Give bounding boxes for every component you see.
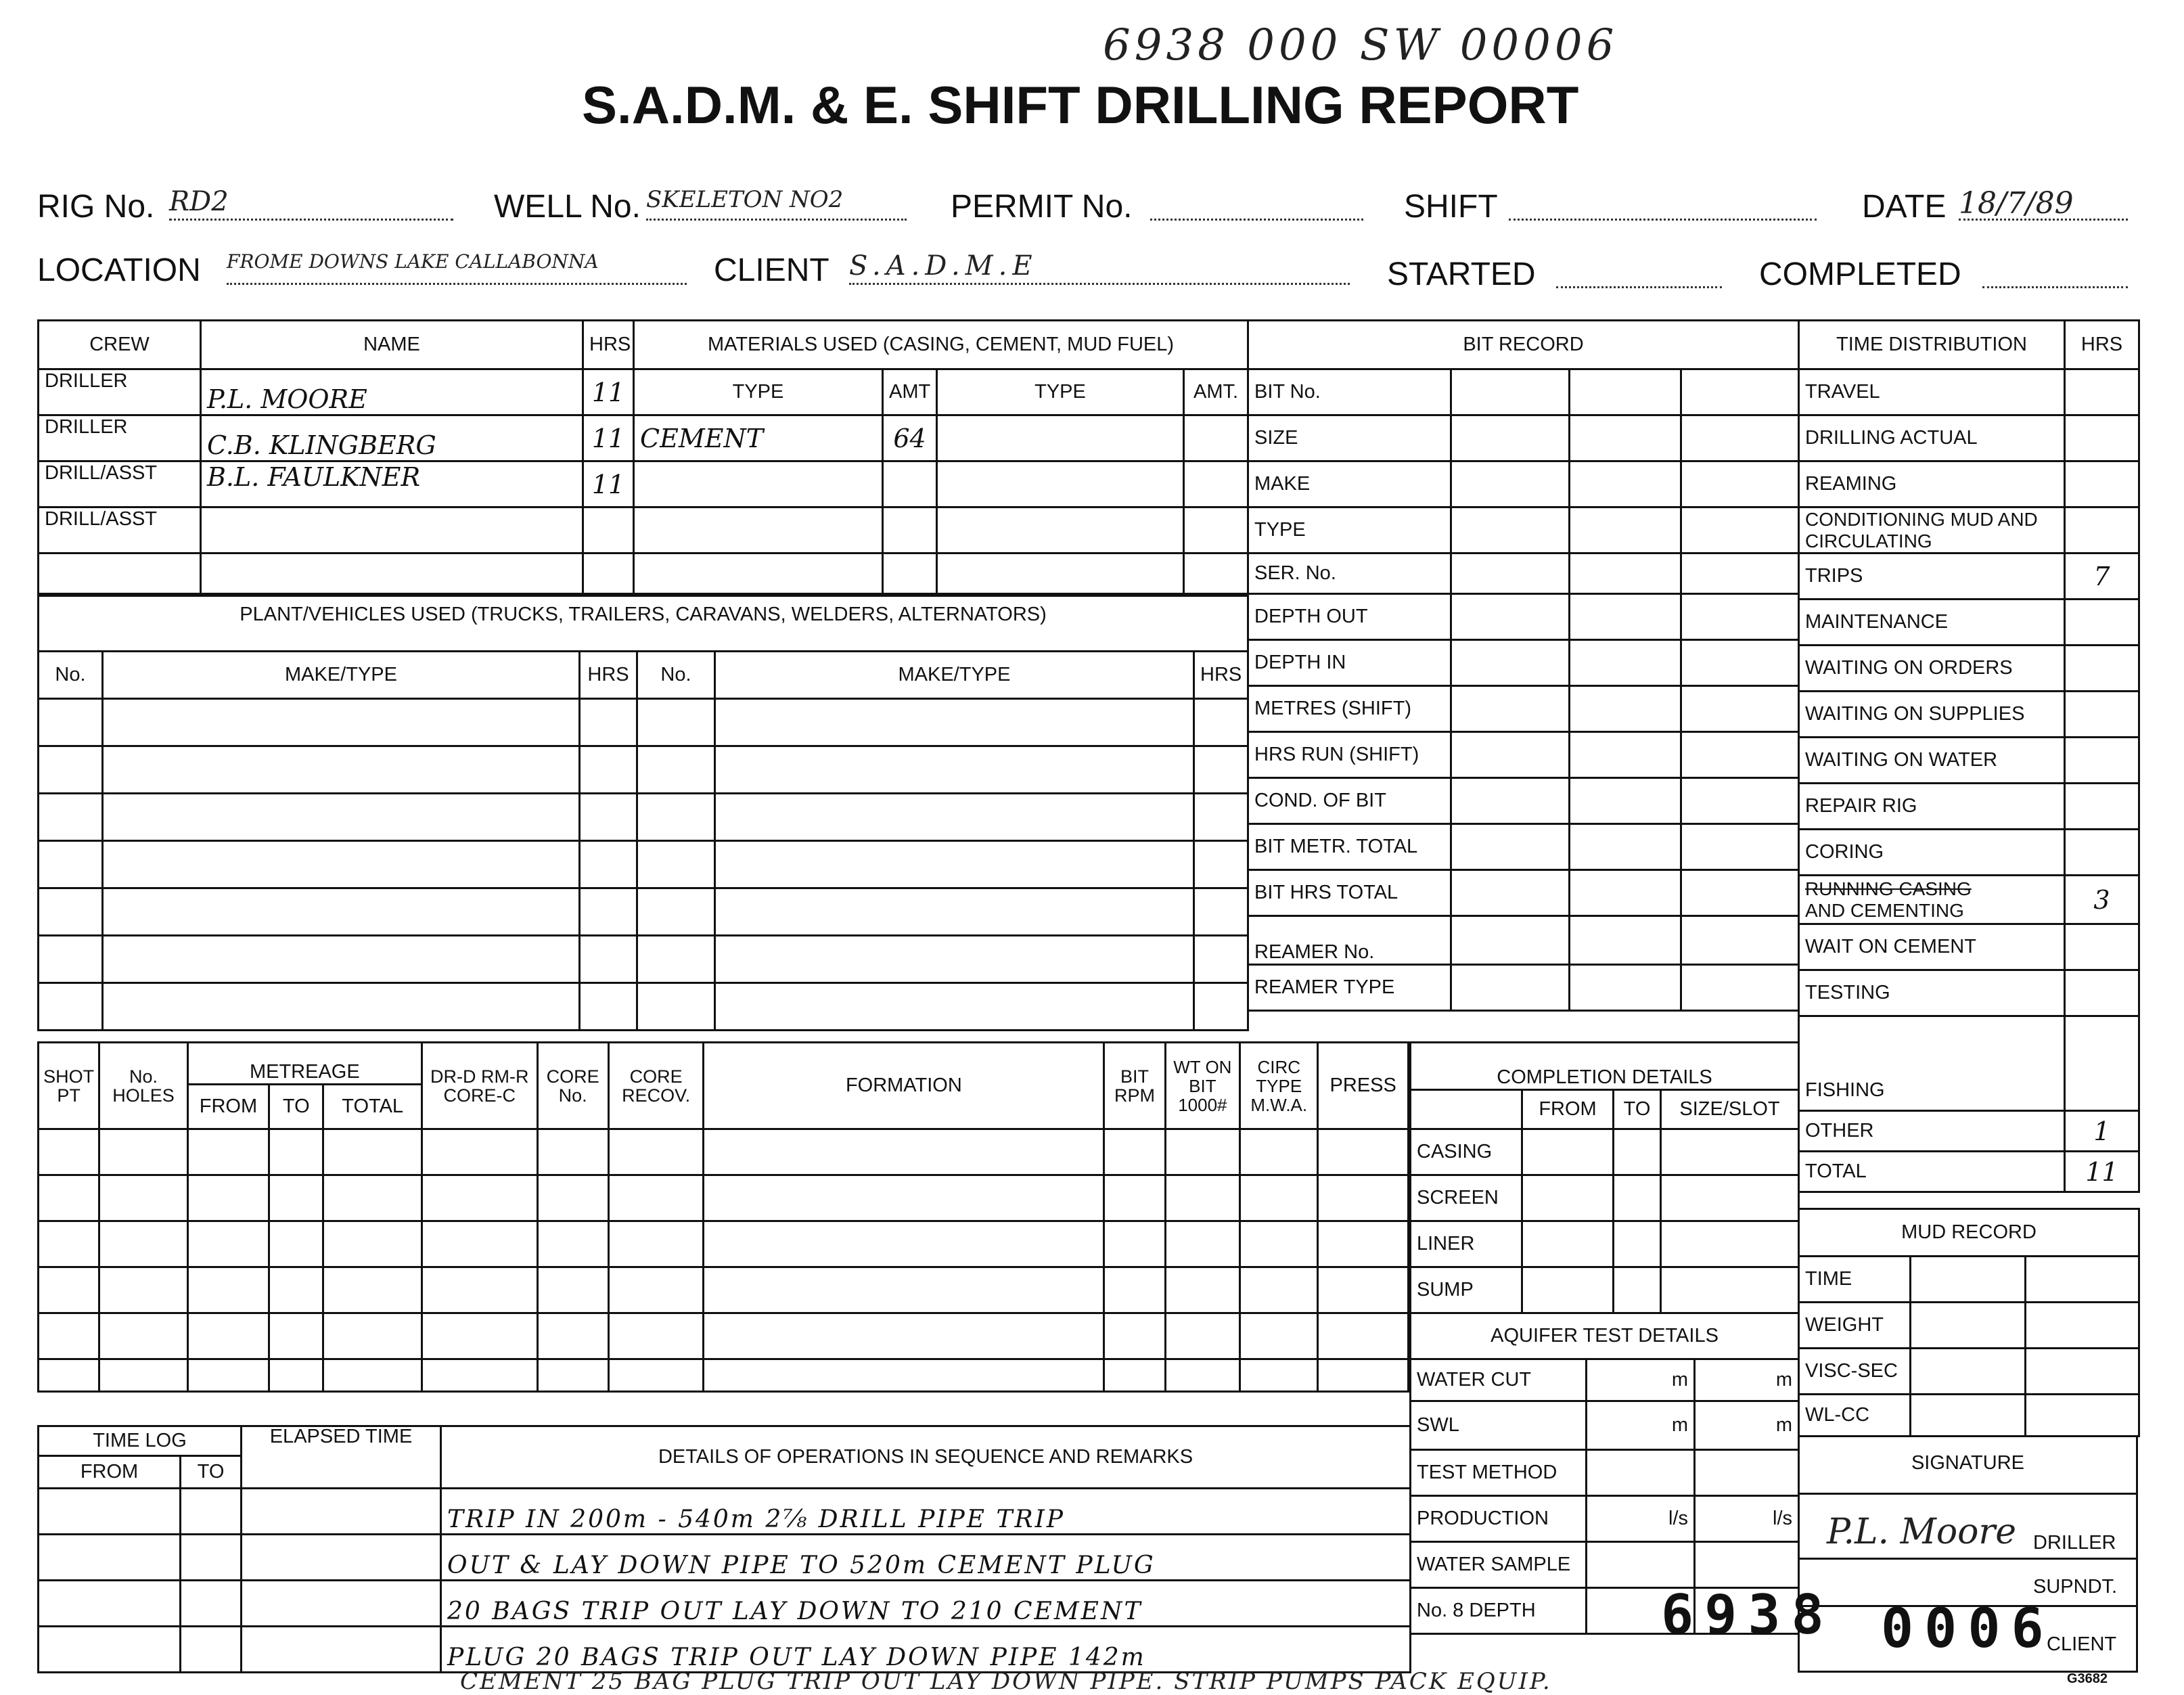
- time-dist-label: OTHER: [1799, 1111, 2065, 1152]
- bit-row-label: BIT METR. TOTAL: [1248, 824, 1451, 870]
- completion-cell[interactable]: [1614, 1221, 1661, 1267]
- well-field[interactable]: [646, 186, 907, 221]
- elapsed-time-header: ELAPSED TIME: [242, 1426, 441, 1489]
- bit-cell[interactable]: [1570, 732, 1681, 778]
- time-log-to-header: TO: [181, 1456, 242, 1489]
- bit-cell[interactable]: [1451, 965, 1570, 1011]
- operations-footer-line: CEMENT 25 BAG PLUG TRIP OUT LAY DOWN PIPE. STRIP PUMPS PACK EQUIP.: [460, 1668, 1552, 1695]
- plant-table: [37, 595, 1249, 1031]
- mud-cell[interactable]: [1911, 1349, 2026, 1395]
- operation-line[interactable]: 20 BAGS TRIP OUT LAY DOWN TO 210 CEMENT: [441, 1581, 1411, 1627]
- time-log-cell[interactable]: [39, 1535, 181, 1581]
- aquifer-label: No. 8 DEPTH: [1411, 1588, 1587, 1634]
- material-type[interactable]: CEMENT: [634, 415, 883, 461]
- bit-record-title: BIT RECORD: [1248, 321, 1799, 369]
- bit-rpm-header: BIT RPM: [1104, 1043, 1165, 1129]
- completion-cell[interactable]: [1614, 1175, 1661, 1221]
- bit-cell[interactable]: [1451, 870, 1570, 916]
- bit-cell[interactable]: [1451, 824, 1570, 870]
- bit-row-label: METRES (SHIFT): [1248, 686, 1451, 732]
- bit-cell[interactable]: [1681, 461, 1799, 507]
- shot-row[interactable]: [39, 1313, 1409, 1359]
- mud-cell[interactable]: [1911, 1395, 2026, 1437]
- bit-cell[interactable]: [1451, 732, 1570, 778]
- plant-make-header: MAKE/TYPE: [103, 652, 580, 699]
- shot-row[interactable]: [39, 1267, 1409, 1313]
- time-dist-hrs[interactable]: [2065, 970, 2139, 1016]
- bit-row-label: SIZE: [1248, 415, 1451, 461]
- location-label: LOCATION: [37, 252, 201, 288]
- label-line-2: AND CEMENTING: [1805, 899, 1964, 921]
- time-dist-title: TIME DISTRIBUTION: [1799, 321, 2065, 369]
- driller-label: DRILLER: [2033, 1532, 2116, 1554]
- mud-record-table: [1798, 1208, 2140, 1437]
- crew-name[interactable]: B.L. FAULKNER: [201, 461, 583, 507]
- plant-row[interactable]: [39, 841, 1248, 888]
- no-holes-header: No. HOLES: [99, 1043, 187, 1129]
- crew-hrs[interactable]: [583, 507, 634, 553]
- time-distribution-table: [1798, 319, 2140, 1193]
- time-log-cell[interactable]: [39, 1627, 181, 1673]
- completion-cell[interactable]: [1522, 1175, 1614, 1221]
- crew-name[interactable]: C.B. KLINGBERG: [201, 415, 583, 461]
- crew-role: DRILLER: [39, 369, 201, 415]
- time-dist-hrs[interactable]: 11: [2065, 1152, 2139, 1192]
- bit-cell[interactable]: [1451, 553, 1570, 594]
- completion-cell[interactable]: [1522, 1267, 1614, 1313]
- material-type-header-2: TYPE: [937, 369, 1184, 415]
- time-dist-label: WAITING ON ORDERS: [1799, 646, 2065, 692]
- bit-cell[interactable]: [1570, 594, 1681, 640]
- bit-cell[interactable]: [1451, 369, 1570, 415]
- time-log-table: [37, 1425, 1411, 1673]
- crew-name[interactable]: [201, 507, 583, 553]
- rig-value: RD2: [169, 186, 229, 217]
- shift-label: SHIFT: [1404, 189, 1498, 225]
- completion-cell[interactable]: [1661, 1129, 1799, 1175]
- time-dist-hrs[interactable]: [2065, 646, 2139, 692]
- plant-no-header-2: No.: [637, 652, 715, 699]
- rig-label: RIG No.: [37, 189, 155, 225]
- aquifer-unit[interactable]: m: [1587, 1401, 1695, 1450]
- bit-row-label: REAMER No.: [1248, 916, 1451, 965]
- bit-row-label: SER. No.: [1248, 553, 1451, 594]
- crew-hrs[interactable]: 11: [583, 461, 634, 507]
- aquifer-label: PRODUCTION: [1411, 1496, 1587, 1542]
- mud-record-title: MUD RECORD: [1799, 1209, 2139, 1257]
- metreage-total-header: TOTAL: [323, 1085, 422, 1129]
- client-field[interactable]: [849, 250, 1350, 285]
- permit-label: PERMIT No.: [951, 189, 1133, 225]
- completion-cell[interactable]: [1661, 1221, 1799, 1267]
- bit-cell[interactable]: [1570, 916, 1681, 965]
- press-header: PRESS: [1318, 1043, 1409, 1129]
- well-value: SKELETON NO2: [646, 186, 844, 213]
- aquifer-unit[interactable]: [1587, 1542, 1695, 1588]
- material-amt-2[interactable]: [1184, 507, 1248, 553]
- bit-cell[interactable]: [1451, 461, 1570, 507]
- time-dist-label: CONDITIONING MUD AND CIRCULATING: [1799, 507, 2065, 553]
- time-dist-hrs[interactable]: [2065, 830, 2139, 876]
- crew-header: CREW: [39, 321, 201, 369]
- material-amt[interactable]: [883, 507, 937, 553]
- completion-size-header: SIZE/SLOT: [1661, 1090, 1799, 1129]
- bit-cell[interactable]: [1681, 640, 1799, 686]
- mud-label: VISC-SEC: [1799, 1349, 1911, 1395]
- plant-row[interactable]: [39, 888, 1248, 936]
- time-log-cell[interactable]: [39, 1489, 181, 1535]
- completion-cell[interactable]: [1614, 1129, 1661, 1175]
- time-dist-hrs[interactable]: [2065, 924, 2139, 970]
- material-type[interactable]: [634, 553, 883, 594]
- started-field[interactable]: [1556, 254, 1722, 288]
- aquifer-label: WATER CUT: [1411, 1359, 1587, 1401]
- material-amt[interactable]: 64: [883, 415, 937, 461]
- shot-row[interactable]: [39, 1359, 1409, 1392]
- material-type[interactable]: [634, 507, 883, 553]
- operation-line[interactable]: OUT & LAY DOWN PIPE TO 520m CEMENT PLUG: [441, 1535, 1411, 1581]
- page-title: S.A.D.M. & E. SHIFT DRILLING REPORT: [582, 75, 1579, 135]
- client-value: S.A.D.M.E: [849, 250, 1038, 281]
- completion-label: SCREEN: [1411, 1175, 1522, 1221]
- bit-cell[interactable]: [1570, 415, 1681, 461]
- metreage-from-header: FROM: [187, 1085, 269, 1129]
- aquifer-label: WATER SAMPLE: [1411, 1542, 1587, 1588]
- bit-cell[interactable]: [1451, 415, 1570, 461]
- driller-signature[interactable]: P.L. Moore: [1827, 1512, 2017, 1552]
- shot-row[interactable]: [39, 1221, 1409, 1267]
- crew-role: DRILL/ASST: [39, 461, 201, 507]
- bit-cell[interactable]: [1681, 870, 1799, 916]
- completion-title: COMPLETION DETAILS: [1411, 1043, 1799, 1090]
- bit-cell[interactable]: [1681, 778, 1799, 824]
- material-type[interactable]: [634, 461, 883, 507]
- time-dist-label: FISHING: [1799, 1016, 2065, 1111]
- bit-cell[interactable]: [1681, 732, 1799, 778]
- bit-cell[interactable]: [1570, 778, 1681, 824]
- time-dist-label: WAITING ON WATER: [1799, 738, 2065, 784]
- time-log-cell[interactable]: [242, 1535, 441, 1581]
- location-field[interactable]: [227, 250, 687, 285]
- completion-label: CASING: [1411, 1129, 1522, 1175]
- aquifer-unit[interactable]: m: [1587, 1359, 1695, 1401]
- shot-pt-header: SHOT PT: [39, 1043, 99, 1129]
- operations-title: DETAILS OF OPERATIONS IN SEQUENCE AND REMARKS: [441, 1426, 1411, 1489]
- struck-label: RUNNING CASING: [1805, 878, 1972, 899]
- plant-row[interactable]: [39, 699, 1248, 746]
- crew-hrs[interactable]: 11: [583, 369, 634, 415]
- time-dist-hrs[interactable]: [2065, 600, 2139, 646]
- core-no-header: CORE No.: [537, 1043, 608, 1129]
- bit-cell[interactable]: [1681, 507, 1799, 553]
- time-dist-hrs[interactable]: [2065, 738, 2139, 784]
- bit-row-label: BIT No.: [1248, 369, 1451, 415]
- time-dist-hrs[interactable]: [2065, 461, 2139, 507]
- time-log-cell[interactable]: [181, 1627, 242, 1673]
- bit-cell[interactable]: [1570, 461, 1681, 507]
- metreage-to-header: TO: [269, 1085, 323, 1129]
- time-log-cell[interactable]: [242, 1627, 441, 1673]
- signature-title: SIGNATURE: [1911, 1452, 2025, 1474]
- plant-title: PLANT/VEHICLES USED (TRUCKS, TRAILERS, CARAVANS, WELDERS, ALTERNATORS): [39, 596, 1248, 652]
- stamp-number-right: 0006: [1881, 1597, 2055, 1660]
- shift-field[interactable]: [1509, 186, 1817, 221]
- completed-field[interactable]: [1982, 254, 2128, 288]
- bit-row-label: DEPTH OUT: [1248, 594, 1451, 640]
- aquifer-unit[interactable]: l/s: [1695, 1496, 1799, 1542]
- time-dist-hrs[interactable]: [2065, 415, 2139, 461]
- crew-materials-table: [37, 319, 1249, 595]
- completion-cell[interactable]: [1614, 1267, 1661, 1313]
- aquifer-unit[interactable]: [1695, 1450, 1799, 1496]
- bit-cell[interactable]: [1681, 916, 1799, 965]
- aquifer-label: TEST METHOD: [1411, 1450, 1587, 1496]
- client-signature-label: CLIENT: [2047, 1633, 2117, 1655]
- time-dist-label-running-casing: [1799, 876, 2065, 924]
- time-dist-hrs-header: HRS: [2065, 321, 2139, 369]
- completion-cell[interactable]: [1522, 1221, 1614, 1267]
- bit-cell[interactable]: [1451, 507, 1570, 553]
- aquifer-title: AQUIFER TEST DETAILS: [1411, 1313, 1799, 1359]
- completion-cell[interactable]: [1522, 1129, 1614, 1175]
- bit-cell[interactable]: [1451, 686, 1570, 732]
- bit-cell[interactable]: [1681, 415, 1799, 461]
- completion-to-header: TO: [1614, 1090, 1661, 1129]
- bit-cell[interactable]: [1681, 369, 1799, 415]
- form-code: G3682: [2067, 1671, 2108, 1686]
- crew-role: DRILLER: [39, 415, 201, 461]
- material-amt-2[interactable]: [1184, 415, 1248, 461]
- bit-row-label: HRS RUN (SHIFT): [1248, 732, 1451, 778]
- aquifer-unit[interactable]: [1587, 1450, 1695, 1496]
- core-recov-header: CORE RECOV.: [608, 1043, 703, 1129]
- crew-role: DRILL/ASST: [39, 507, 201, 553]
- circ-type-header: CIRC TYPE M.W.A.: [1240, 1043, 1318, 1129]
- aquifer-unit[interactable]: l/s: [1587, 1496, 1695, 1542]
- time-dist-hrs[interactable]: [2065, 692, 2139, 738]
- crew-hrs[interactable]: 11: [583, 415, 634, 461]
- bit-cell[interactable]: [1451, 778, 1570, 824]
- plant-hrs-header: HRS: [580, 652, 637, 699]
- time-dist-label: TESTING: [1799, 970, 2065, 1016]
- material-type-2[interactable]: [937, 507, 1184, 553]
- permit-field[interactable]: [1150, 186, 1363, 221]
- time-dist-label: TOTAL: [1799, 1152, 2065, 1192]
- time-dist-label: WAITING ON SUPPLIES: [1799, 692, 2065, 738]
- plant-row[interactable]: [39, 746, 1248, 794]
- bit-row-label: COND. OF BIT: [1248, 778, 1451, 824]
- plant-hrs-header-2: HRS: [1194, 652, 1248, 699]
- material-amt-2[interactable]: [1184, 461, 1248, 507]
- hrs-header: HRS: [583, 321, 634, 369]
- time-dist-hrs[interactable]: [2065, 784, 2139, 830]
- file-reference: 6938 000 SW 00006: [1103, 20, 1618, 70]
- aquifer-unit[interactable]: [1695, 1542, 1799, 1588]
- completion-blank-header: [1411, 1090, 1522, 1129]
- time-log-title: TIME LOG: [39, 1426, 242, 1456]
- name-header: NAME: [201, 321, 583, 369]
- completion-from-header: FROM: [1522, 1090, 1614, 1129]
- client-label: CLIENT: [714, 252, 829, 288]
- time-log-cell[interactable]: [181, 1489, 242, 1535]
- aquifer-unit[interactable]: m: [1695, 1401, 1799, 1450]
- stamp-number-left: 6938: [1661, 1583, 1835, 1646]
- operation-line[interactable]: PLUG 20 BAGS TRIP OUT LAY DOWN PIPE 142m: [441, 1627, 1411, 1673]
- bit-cell[interactable]: [1681, 594, 1799, 640]
- plant-make-header-2: MAKE/TYPE: [715, 652, 1194, 699]
- location-value: FROME DOWNS LAKE CALLABONNA: [227, 250, 599, 273]
- time-dist-label: DRILLING ACTUAL: [1799, 415, 2065, 461]
- wt-on-bit-header: WT ON BIT 1000#: [1165, 1043, 1239, 1129]
- plant-no-header: No.: [39, 652, 103, 699]
- time-dist-label: TRIPS: [1799, 553, 2065, 600]
- mud-cell[interactable]: [2026, 1395, 2139, 1437]
- completion-cell[interactable]: [1661, 1267, 1799, 1313]
- mud-label: TIME: [1799, 1257, 1911, 1303]
- time-dist-label: REAMING: [1799, 461, 2065, 507]
- material-type-2[interactable]: [937, 461, 1184, 507]
- mud-label: WEIGHT: [1799, 1303, 1911, 1349]
- shot-row[interactable]: [39, 1129, 1409, 1175]
- bit-cell[interactable]: [1451, 594, 1570, 640]
- crew-hrs[interactable]: [583, 553, 634, 594]
- bit-cell[interactable]: [1570, 369, 1681, 415]
- time-dist-label: CORING: [1799, 830, 2065, 876]
- mud-cell[interactable]: [1911, 1257, 2026, 1303]
- rig-field[interactable]: [169, 186, 453, 221]
- operation-line[interactable]: TRIP IN 200m - 540m 2⅞ DRILL PIPE TRIP: [441, 1489, 1411, 1535]
- plant-row[interactable]: [39, 936, 1248, 983]
- bit-cell[interactable]: [1451, 916, 1570, 965]
- completion-table: [1409, 1041, 1800, 1314]
- formation-header: FORMATION: [704, 1043, 1104, 1129]
- time-log-cell[interactable]: [181, 1581, 242, 1627]
- supndt-label: SUPNDT.: [2033, 1576, 2118, 1598]
- mud-cell[interactable]: [2026, 1303, 2139, 1349]
- material-amt[interactable]: [883, 553, 937, 594]
- drd-header: DR-D RM-R CORE-C: [422, 1043, 537, 1129]
- bit-row-label: BIT HRS TOTAL: [1248, 870, 1451, 916]
- mud-cell[interactable]: [1911, 1303, 2026, 1349]
- signature-divider: [1800, 1493, 2136, 1495]
- completion-cell[interactable]: [1661, 1175, 1799, 1221]
- started-label: STARTED: [1387, 256, 1536, 292]
- crew-name[interactable]: P.L. MOORE: [201, 369, 583, 415]
- date-label: DATE: [1862, 189, 1947, 225]
- material-amt[interactable]: [883, 461, 937, 507]
- bit-row-label: REAMER TYPE: [1248, 965, 1451, 1011]
- bit-cell[interactable]: [1681, 824, 1799, 870]
- time-dist-label: REPAIR RIG: [1799, 784, 2065, 830]
- bit-cell[interactable]: [1681, 686, 1799, 732]
- aquifer-unit[interactable]: m: [1695, 1359, 1799, 1401]
- crew-role: [39, 553, 201, 594]
- time-log-cell[interactable]: [242, 1489, 441, 1535]
- mud-label: WL-CC: [1799, 1395, 1911, 1437]
- time-dist-hrs[interactable]: 1: [2065, 1111, 2139, 1152]
- material-type-header: TYPE: [634, 369, 883, 415]
- shot-formation-table: [37, 1041, 1409, 1393]
- time-log-cell[interactable]: [39, 1581, 181, 1627]
- bit-cell[interactable]: [1570, 640, 1681, 686]
- well-label: WELL No.: [494, 189, 641, 225]
- mud-cell[interactable]: [2026, 1257, 2139, 1303]
- bit-row-label: MAKE: [1248, 461, 1451, 507]
- aquifer-label: SWL: [1411, 1401, 1587, 1450]
- material-amt-header: AMT: [883, 369, 937, 415]
- material-amt-header-2: AMT.: [1184, 369, 1248, 415]
- bit-row-label: DEPTH IN: [1248, 640, 1451, 686]
- time-dist-label: TRAVEL: [1799, 369, 2065, 415]
- driller-line: [1800, 1558, 2136, 1560]
- bit-cell[interactable]: [1570, 870, 1681, 916]
- bit-cell[interactable]: [1681, 553, 1799, 594]
- bit-cell[interactable]: [1570, 553, 1681, 594]
- bit-row-label: TYPE: [1248, 507, 1451, 553]
- material-type-2[interactable]: [937, 553, 1184, 594]
- mud-cell[interactable]: [2026, 1349, 2139, 1395]
- metreage-header: METREAGE: [187, 1043, 422, 1085]
- bit-cell[interactable]: [1570, 686, 1681, 732]
- material-type-2[interactable]: [937, 415, 1184, 461]
- bit-cell[interactable]: [1681, 965, 1799, 1011]
- time-dist-label: WAIT ON CEMENT: [1799, 924, 2065, 970]
- bit-cell[interactable]: [1570, 965, 1681, 1011]
- date-value: 18/7/89: [1959, 186, 2074, 221]
- material-amt-2[interactable]: [1184, 553, 1248, 594]
- time-log-cell[interactable]: [242, 1581, 441, 1627]
- time-log-cell[interactable]: [181, 1535, 242, 1581]
- materials-title: MATERIALS USED (CASING, CEMENT, MUD FUEL): [634, 321, 1248, 369]
- plant-row[interactable]: [39, 794, 1248, 841]
- plant-row[interactable]: [39, 983, 1248, 1031]
- time-log-from-header: FROM: [39, 1456, 181, 1489]
- time-dist-label: MAINTENANCE: [1799, 600, 2065, 646]
- bit-cell[interactable]: [1570, 824, 1681, 870]
- completion-label: LINER: [1411, 1221, 1522, 1267]
- shot-row[interactable]: [39, 1175, 1409, 1221]
- date-field[interactable]: [1959, 186, 2128, 221]
- bit-cell[interactable]: [1570, 507, 1681, 553]
- time-dist-hrs[interactable]: 7: [2065, 553, 2139, 600]
- crew-name[interactable]: [201, 553, 583, 594]
- time-dist-hrs[interactable]: [2065, 507, 2139, 553]
- bit-record-table: [1247, 319, 1800, 1012]
- bit-cell[interactable]: [1451, 640, 1570, 686]
- time-dist-hrs[interactable]: [2065, 1016, 2139, 1111]
- completed-label: COMPLETED: [1759, 256, 1961, 292]
- time-dist-hrs[interactable]: 3: [2065, 876, 2139, 924]
- completion-label: SUMP: [1411, 1267, 1522, 1313]
- time-dist-hrs[interactable]: [2065, 369, 2139, 415]
